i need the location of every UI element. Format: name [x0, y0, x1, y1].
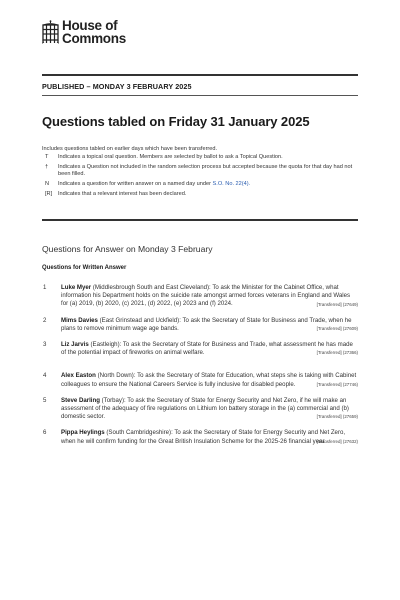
member-name: Pippa Heylings — [61, 429, 105, 437]
question-text: To ask the Secretary of State for Energy Security and Net Zero, when he will confirm funding for the Great British Insulation Scheme for the 2025-26 financial year. — [61, 429, 346, 445]
legend-symbol: T — [45, 154, 49, 160]
logo-line-2: Commons — [62, 30, 126, 46]
question-text: To ask the Secretary of State for Business and Trade, when he plans to remove minimum wage age bands. — [61, 316, 352, 332]
question-body — [61, 341, 358, 357]
question-text: To ask the Secretary of State for Education, what steps she is taking with Cabinet colleagues to ensure the National Careers Service is fully inclusive for disabled people. — [61, 372, 357, 388]
legend-text: Indicates a Question not included in the random selection process but accepted because the quota for that day had not been filled. — [58, 163, 353, 177]
legend-symbol: [R] — [45, 190, 53, 197]
question-body — [61, 397, 358, 422]
question-item — [42, 372, 358, 388]
question-body — [61, 284, 358, 309]
question-number: 3 — [43, 341, 47, 349]
member-name: Alex Easton — [61, 372, 96, 380]
legend-symbol: N — [45, 180, 50, 187]
legend-symbol: † — [45, 163, 49, 170]
member-name: Liz Jarvis — [61, 341, 89, 349]
question-item — [42, 429, 358, 445]
legend-text-wrap — [58, 181, 358, 188]
member-name: Steve Darling — [61, 396, 100, 404]
question-body — [61, 429, 358, 445]
logo-wordmark — [62, 20, 126, 45]
question-item — [42, 397, 358, 422]
legend-divider — [42, 219, 358, 221]
portcullis-icon — [42, 20, 59, 44]
question-number: 2 — [43, 316, 47, 324]
member-name: Luke Myer — [61, 284, 92, 291]
legend-row-dagger — [42, 164, 358, 178]
question-body — [61, 372, 358, 388]
questions-list — [42, 284, 358, 446]
legend-row-interest — [42, 191, 358, 198]
question-reference: [Transferred] (27366) — [316, 350, 358, 356]
constituency: (Eastleigh): — [88, 341, 122, 349]
legend-text: Indicates a question for written answer on a named day under — [58, 180, 213, 187]
subsection-title: Questions for Written Answer — [42, 265, 127, 271]
house-of-commons-logo — [42, 20, 126, 45]
constituency: (North Down): — [95, 372, 136, 380]
intro-text: Includes questions tabled on earlier days which have been transferred. — [42, 146, 218, 152]
section-title: Questions for Answer on Monday 3 February — [42, 244, 213, 254]
question-number: 4 — [43, 372, 47, 380]
standing-order-link[interactable]: S.O. No. 22(4). — [212, 180, 251, 187]
published-divider — [42, 95, 358, 96]
question-body — [61, 317, 358, 333]
constituency: (Torbay): — [99, 396, 126, 404]
question-text: To ask the Secretary of State for Business and Trade, what assessment he has made of the potential impact of fireworks on animal welfare. — [61, 341, 353, 357]
question-text: To ask the Secretary of State for Energy Security and Net Zero, if he will make an assessment of the adequacy of fire regulations on Lithium Ion battery storage in the (a) commercial and (b) domestic sector. — [61, 396, 349, 421]
question-reference: [Transferred] (27649) — [316, 301, 358, 307]
logo-line-1: House of — [62, 18, 118, 33]
question-text: To ask the Minister for the Cabinet Office, what information his Department holds on the suicide rate amongst armed forces veterans in England and Wales for (a) 2019, (b) 2020, (c) 2021, (d) 2022, (e) 2023 and (f) 2024. — [61, 284, 351, 308]
question-item — [42, 341, 358, 357]
question-number: 6 — [43, 429, 47, 437]
constituency: (East Grinstead and Uckfield): — [97, 316, 181, 324]
question-reference: [Transferred] (27632) — [316, 438, 358, 444]
published-date: PUBLISHED – MONDAY 3 FEBRUARY 2025 — [42, 82, 192, 91]
member-name: Mims Davies — [61, 316, 98, 324]
question-item — [42, 284, 358, 309]
question-reference: [Transferred] (27659) — [316, 414, 358, 420]
question-reference: [Transferred] (27746) — [316, 381, 358, 387]
question-number: 5 — [43, 396, 47, 404]
legend-row-named-day — [42, 181, 358, 188]
top-divider — [42, 74, 358, 76]
legend-text: Indicates that a relevant interest has been declared. — [58, 190, 187, 197]
legend-text: Indicates a topical oral question. Members are selected by ballot to ask a Topical Question. — [58, 154, 283, 160]
legend — [42, 154, 358, 200]
question-number: 1 — [43, 284, 47, 291]
question-item — [42, 317, 358, 333]
page-title: Questions tabled on Friday 31 January 2025 — [42, 114, 310, 129]
constituency: (South Cambridgeshire): — [104, 429, 173, 437]
legend-row-topical — [42, 154, 358, 161]
constituency: (Middlesbrough South and East Cleveland): — [91, 284, 211, 291]
question-reference: [Transferred] (27609) — [316, 326, 358, 332]
